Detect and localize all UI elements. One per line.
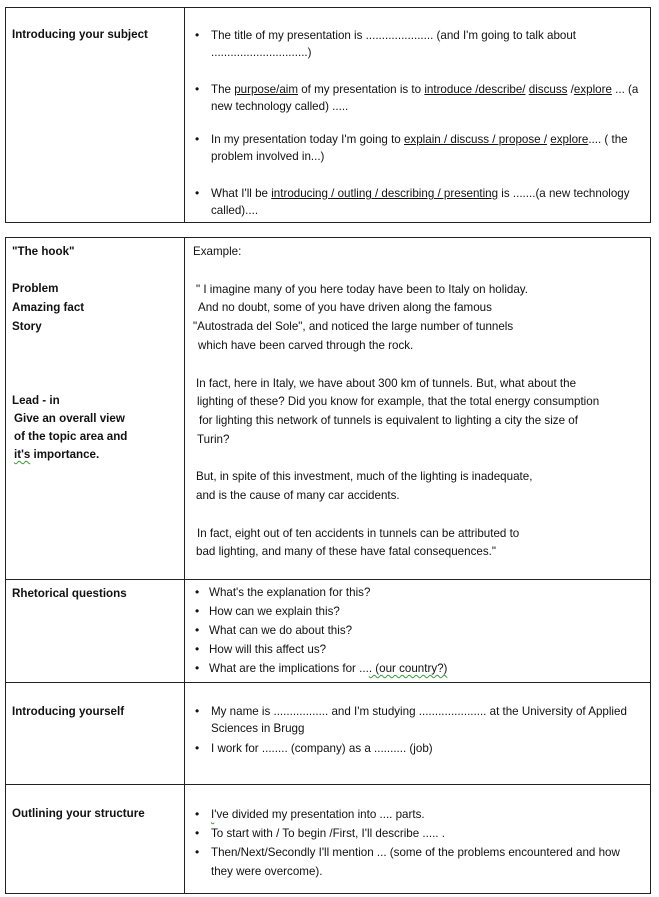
example-para-4: In fact, eight out of ten accidents in tunnels can be attributed to bad lighting, and many of these have fatal consequences." — [196, 526, 520, 559]
yourself-content — [185, 683, 651, 785]
example-para-3: But, in spite of this investment, much of the lighting is inadequate, and is the cause of many car accidents. — [196, 470, 533, 503]
yourself-label — [6, 683, 185, 785]
structure-label — [6, 785, 185, 894]
list-item: • What can we do about this? — [185, 621, 644, 640]
list-item: • How will this affect us? — [185, 640, 644, 659]
structure-label-text: Outlining your structure — [12, 807, 145, 820]
list-item: • In my presentation today I'm going to explain / discuss / propose / explore.... ( the problem involved in...) — [185, 131, 644, 165]
list-item: • My name is ................. and I'm studying ..................... at the University of Applied Sciences in Brugg — [185, 703, 644, 737]
list-item: • The purpose/aim of my presentation is to introduce /describe/ discuss /explore ... (a new technology called) ..... — [185, 81, 644, 115]
intro-subject-label-text: Introducing your subject — [12, 28, 148, 41]
hook-fact: Amazing fact — [12, 301, 85, 314]
lead-in-overview-2: of the topic area and — [14, 430, 128, 443]
list-item: • I work for ........ (company) as a .......... (job) — [185, 740, 644, 757]
rhetorical-label-text: Rhetorical questions — [12, 587, 127, 600]
list-item: • What I'll be introducing / outling / describing / presenting is .......(a new technology called).... — [185, 185, 644, 219]
structure-content — [185, 785, 651, 894]
main-table — [5, 237, 651, 894]
intro-table — [5, 7, 651, 223]
example-para-1: " I imagine many of you here today have been to Italy on holiday. And no doubt, some of you have driven along the famous "Autostrada del Sole", and noticed the large number of tunnels which have been carved through the rock. — [193, 282, 528, 352]
list-item: • What are the implications for .... (our country?) — [185, 659, 644, 678]
list-item: • What's the explanation for this? — [185, 583, 644, 602]
intro-subject-content — [185, 8, 651, 223]
list-item: • To start with / To begin /First, I'll describe ..... . — [185, 824, 644, 843]
hook-story: Story — [12, 320, 42, 333]
list-item: • Then/Next/Secondly I'll mention ... (some of the problems encountered and how they were overcome). — [185, 843, 644, 881]
example-label: Example: — [193, 245, 242, 258]
rhetorical-label — [6, 580, 185, 683]
list-item: • How can we explain this? — [185, 602, 644, 621]
rhetorical-content — [185, 580, 651, 683]
rhetorical-list — [185, 580, 644, 678]
list-item: • I've divided my presentation into .... parts. — [185, 805, 644, 824]
intro-subject-label — [6, 8, 185, 223]
yourself-label-text: Introducing yourself — [12, 705, 125, 718]
hook-title: "The hook" — [12, 245, 75, 258]
hook-example-cell — [185, 238, 651, 580]
structure-list — [185, 785, 644, 881]
example-para-2: In fact, here in Italy, we have about 300 km of tunnels. But, what about the lighting of these? Did you know for example, that the total energy consumption for lighting this network of tunnels is equivalent to lighting a city the size of Turin? — [196, 376, 600, 446]
lead-in-overview-3: it's importance. — [14, 448, 100, 461]
yourself-list — [185, 683, 644, 757]
intro-subject-list — [185, 8, 644, 219]
lead-in-overview-1: Give an overall view — [14, 412, 125, 425]
hook-label-cell — [6, 238, 185, 580]
list-item: • The title of my presentation is ..................... (and I'm going to talk about ..............................) — [185, 27, 644, 61]
hook-problem: Problem — [12, 282, 59, 295]
lead-in-title: Lead - in — [12, 394, 60, 407]
